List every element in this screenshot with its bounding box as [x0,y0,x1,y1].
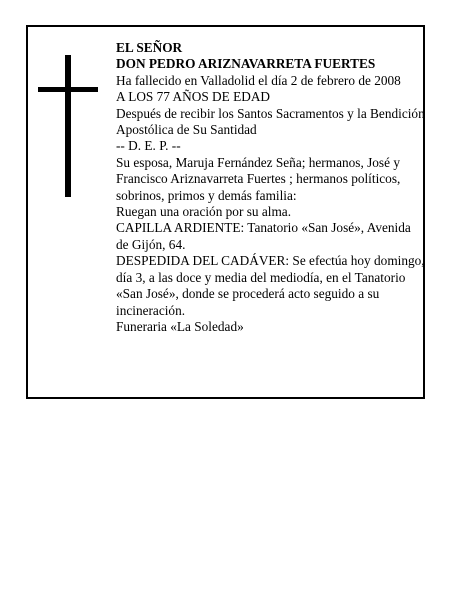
obituary-notice [26,25,425,399]
notice-text [116,40,426,335]
cross-vertical-bar [65,55,71,197]
funeral-home: Funeraria «La Soledad» [116,318,244,334]
family-text: Su esposa, Maruja Fernández Seña; hermanos, José y Francisco Ariznavarreta Fuertes ; hermanos políticos, sobrinos, primos y demás familia: [116,154,401,203]
sacraments-text: Después de recibir los Santos Sacramentos y la Bendición Apostólica de Su Santidad [116,105,425,138]
farewell-info: DESPEDIDA DEL CADÁVER: Se efectúa hoy domingo, día 3, a las doce y media del mediodía, en el Tanatorio «San José», donde se procederá acto seguido a su incineración. [116,253,425,318]
deceased-age: A LOS 77 AÑOS DE EDAD [116,89,271,105]
notice-title: EL SEÑOR [116,40,183,55]
prayer-request: Ruegan una oración por su alma. [116,204,292,220]
rip-text: -- D. E. P. -- [116,138,181,154]
latin-cross-icon [38,55,98,197]
deceased-name: DON PEDRO ARIZNAVARRETA FUERTES [116,56,376,72]
chapel-info: CAPILLA ARDIENTE: Tanatorio «San José», Avenida de Gijón, 64. [116,220,411,252]
death-place-date: Ha fallecido en Valladolid el día 2 de febrero de 2008 [116,72,401,88]
cross-horizontal-bar [38,87,98,92]
